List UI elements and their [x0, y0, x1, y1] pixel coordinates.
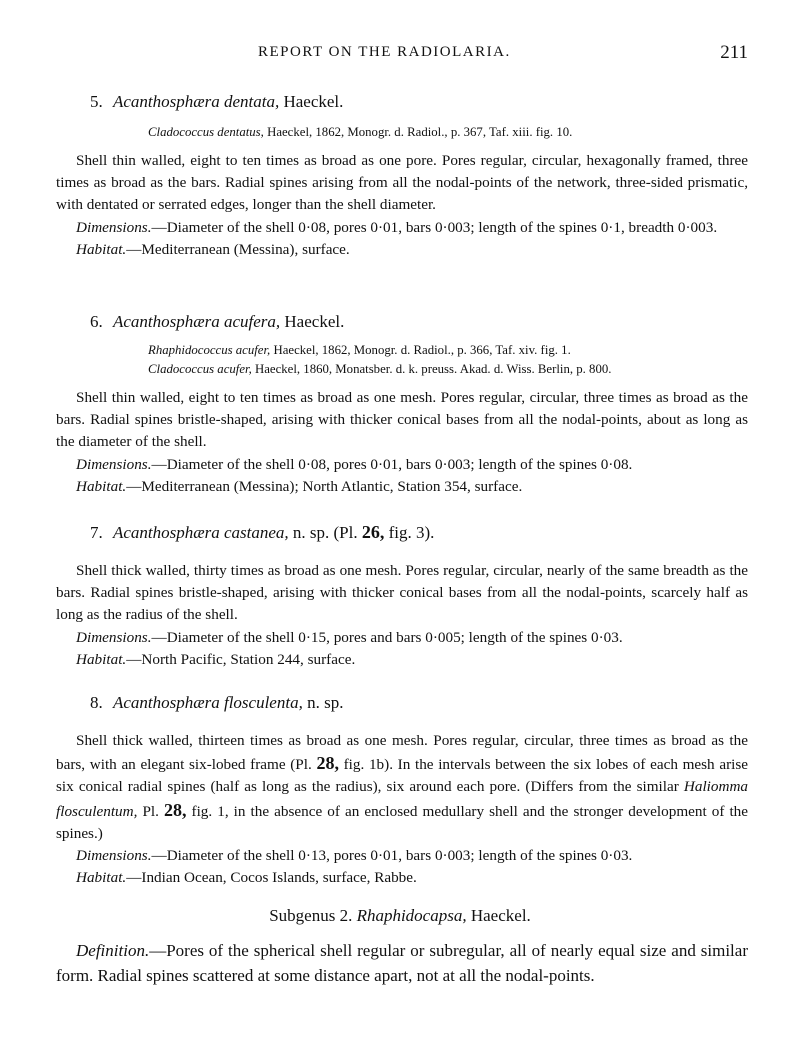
species-heading	[56, 312, 748, 332]
habitat-label: Habitat.	[76, 240, 127, 258]
dimensions-label: Dimensions.	[76, 218, 152, 236]
species-entry	[56, 693, 748, 889]
species-author: Haeckel.	[284, 312, 345, 331]
dimensions-text: —Diameter of the shell 0·08, pores 0·01, bars 0·003; length of the spines 0·1, breadth 0·003.	[151, 218, 718, 236]
species-author: n. sp. (Pl.	[292, 523, 358, 542]
habitat-label: Habitat.	[76, 477, 127, 495]
synonym	[56, 360, 748, 379]
species-author: n. sp.	[307, 693, 344, 712]
dimensions	[56, 627, 748, 649]
plate-number: 28,	[163, 799, 187, 820]
definition-paragraph	[56, 939, 748, 988]
subgenus-name: Rhaphidocapsa,	[356, 906, 467, 925]
species-reference: Haliomma flosculentum,	[56, 778, 749, 820]
species-entry	[56, 312, 748, 498]
species-heading	[56, 92, 748, 112]
description	[56, 730, 748, 845]
habitat-label: Habitat.	[76, 650, 127, 668]
dimensions-label: Dimensions.	[76, 847, 152, 865]
dimensions	[56, 217, 748, 239]
habitat	[56, 239, 748, 261]
definition	[56, 939, 748, 988]
habitat	[56, 476, 748, 498]
species-entry	[56, 92, 748, 261]
dimensions-text: —Diameter of the shell 0·13, pores 0·01, bars 0·003; length of the spines 0·03.	[151, 847, 633, 865]
species-name: Acanthosphæra flosculenta,	[113, 693, 303, 712]
species-author: Haeckel.	[283, 92, 344, 111]
habitat-label: Habitat.	[76, 869, 127, 887]
species-name: Acanthosphæra acufera,	[113, 312, 281, 331]
habitat-text: —Mediterranean (Messina), surface.	[126, 240, 350, 258]
synonym-name: Cladococcus dentatus,	[148, 125, 264, 139]
synonym-ref: Haeckel, 1862, Monogr. d. Radiol., p. 367, Taf. xiii. fig. 10.	[267, 125, 573, 139]
synonym-ref: Haeckel, 1860, Monatsber. d. k. preuss. Akad. d. Wiss. Berlin, p. 800.	[254, 362, 612, 376]
synonym	[56, 123, 748, 142]
dimensions-text: —Diameter of the shell 0·08, pores 0·01, bars 0·003; length of the spines 0·08.	[151, 455, 633, 473]
species-heading	[56, 693, 748, 713]
dimensions-label: Dimensions.	[76, 628, 152, 646]
species-number: 8.	[90, 693, 103, 712]
synonym-name: Cladococcus acufer,	[148, 362, 252, 376]
definition-label: Definition.	[76, 941, 150, 960]
dimensions-label: Dimensions.	[76, 455, 152, 473]
habitat	[56, 649, 748, 671]
habitat-text: —North Pacific, Station 244, surface.	[126, 650, 356, 668]
species-number: 7.	[90, 523, 103, 542]
figure-ref: fig. 3).	[388, 523, 435, 542]
definition-text: —Pores of the spherical shell regular or subregular, all of nearly equal size and similar form. Radial spines scattered at some distance apart, not at all the nodal-points.	[56, 941, 748, 985]
habitat	[56, 867, 748, 889]
subgenus-heading	[0, 906, 800, 926]
habitat-text: —Mediterranean (Messina); North Atlantic, Station 354, surface.	[126, 477, 523, 495]
species-number: 6.	[90, 312, 103, 331]
plate-number: 26,	[361, 522, 385, 542]
species-name: Acanthosphæra dentata,	[113, 92, 280, 111]
synonym-name: Rhaphidococcus acufer,	[148, 343, 271, 357]
description: Shell thick walled, thirty times as broad as one mesh. Pores regular, circular, nearly of the same breadth as the bars. Radial spines bristle-shaped, arising with thicker conical bases from all the nodal-points, scarcely half as long as the radius of the shell.	[56, 562, 748, 624]
dimensions	[56, 845, 748, 867]
running-title: REPORT ON THE RADIOLARIA.	[258, 44, 511, 60]
synonym	[56, 341, 748, 360]
description-text: fig. 1, in the absence of an enclosed medullary shell and the stronger development of the spines.)	[56, 802, 748, 842]
description: Shell thin walled, eight to ten times as broad as one pore. Pores regular, circular, hexagonally framed, three times as broad as the bars. Radial spines arising from all the nodal-points of the network, three-sided prismatic, with dentated or serrated edges, longer than the shell diameter.	[56, 152, 748, 214]
description-text: fig. 1b). In the intervals between the six lobes of each mesh arise six conical radial spines (half as long as the radius), six around each pore. (Differs from the similar	[56, 756, 748, 796]
synonym-ref: Haeckel, 1862, Monogr. d. Radiol., p. 366, Taf. xiv. fig. 1.	[273, 343, 571, 357]
habitat-text: —Indian Ocean, Cocos Islands, surface, Rabbe.	[126, 869, 417, 887]
dimensions	[56, 454, 748, 476]
description-text: Shell thick walled, thirteen times as broad as one mesh. Pores regular, circular, three times as broad as the bars, with an elegant six-lobed frame (Pl.	[56, 732, 748, 774]
subgenus-author: Haeckel.	[470, 906, 531, 925]
description-text: Pl.	[142, 802, 159, 820]
plate-number: 28,	[316, 753, 339, 774]
description: Shell thin walled, eight to ten times as broad as one mesh. Pores regular, circular, three times as broad as the bars. Radial spines bristle-shaped, arising with thicker conical bases from all the nodal-points, about as long as the diameter of the shell.	[56, 389, 748, 451]
species-name: Acanthosphæra castanea,	[113, 523, 289, 542]
species-entry	[56, 522, 748, 671]
subgenus-prefix: Subgenus 2.	[269, 906, 353, 925]
species-number: 5.	[90, 92, 103, 111]
page-number: 211	[720, 42, 748, 63]
species-heading	[56, 522, 748, 543]
dimensions-text: —Diameter of the shell 0·15, pores and bars 0·005; length of the spines 0·03.	[151, 628, 623, 646]
